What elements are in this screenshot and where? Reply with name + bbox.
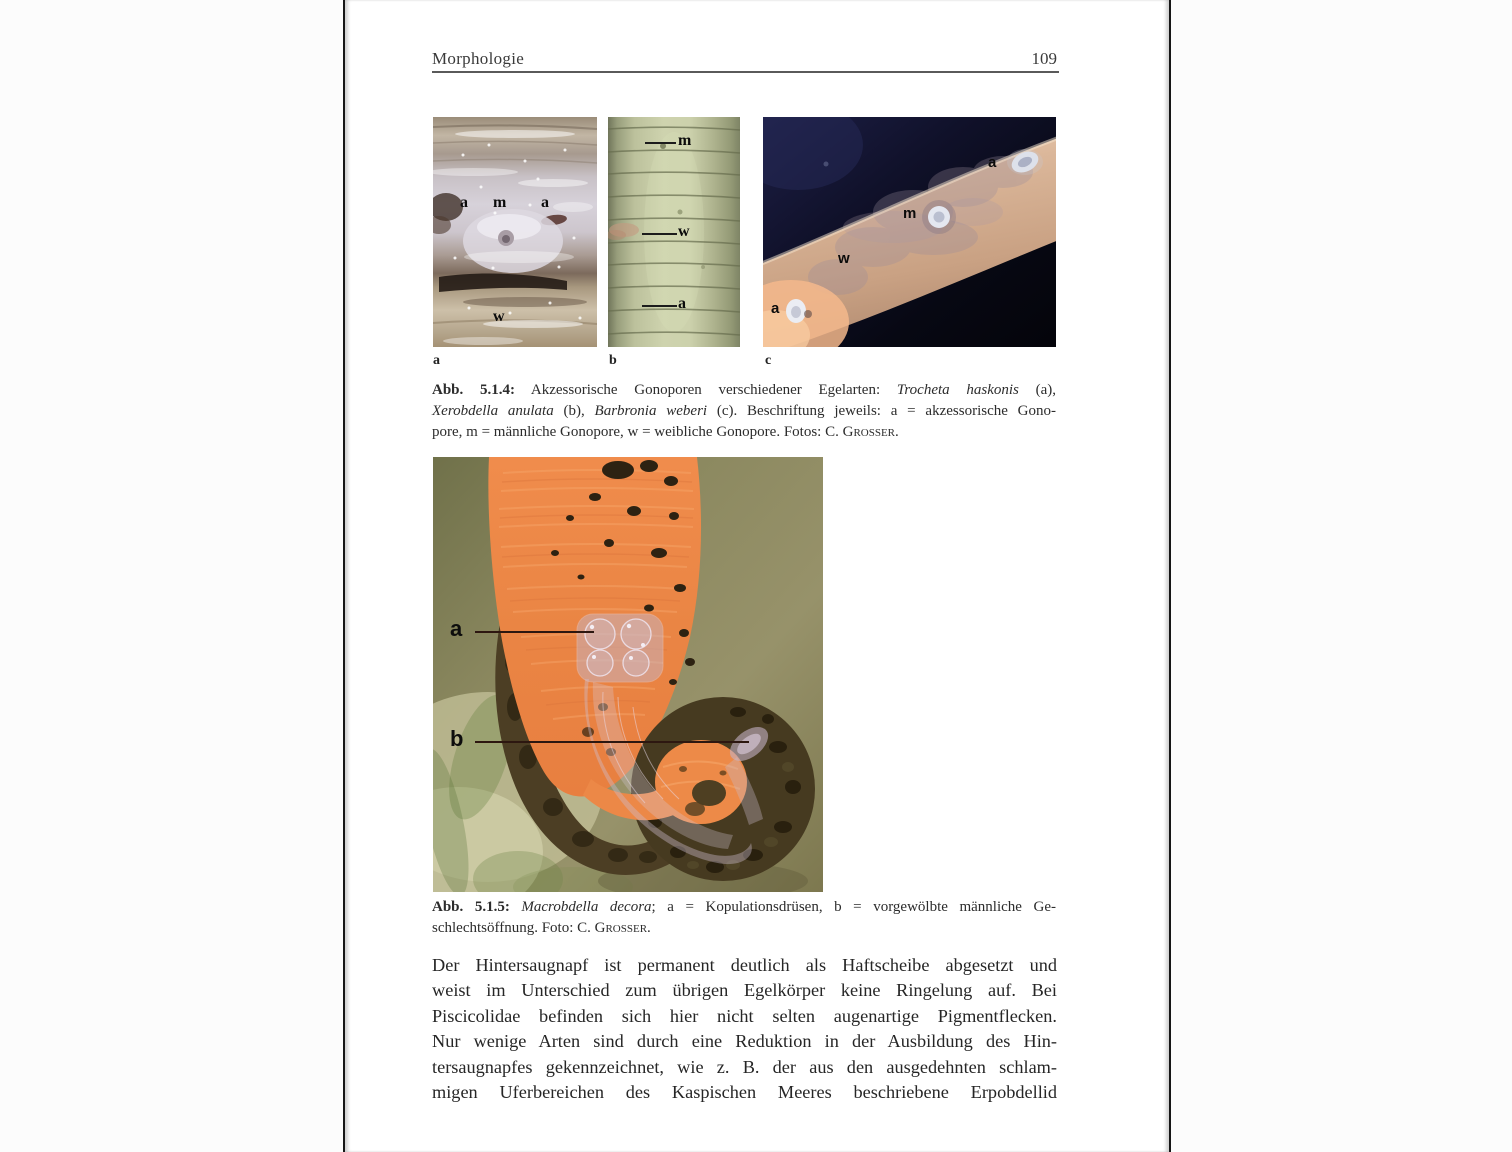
annotation-letter: a	[450, 616, 463, 641]
body-line: tersaugnapfes gekennzeichnet, wie z. B. der aus den ausgedehnten schlam-	[432, 1056, 1057, 1077]
macrobdella-artwork	[433, 457, 823, 892]
header-rule	[432, 71, 1059, 73]
panel-a-artwork	[433, 117, 597, 347]
panel-c-artwork	[763, 117, 1056, 347]
caption-line: Xerobdella anulata (b), Barbronia weberi (c). Beschriftung jeweils: a = akzessorische Gono-	[432, 403, 1056, 419]
male-gonopore-dot	[660, 143, 666, 149]
caption-line: Abb. 5.1.5: Macrobdella decora; a = Kopulationsdrüsen, b = vorgewölbte männliche Ge-	[432, 899, 1056, 915]
body-line: weist im Unterschied zum übrigen Egelkörper keine Ringelung auf. Bei	[432, 980, 1057, 1001]
figure-515-caption	[432, 897, 1056, 939]
body-line: Nur wenige Arten sind durch eine Reduktion in der Ausbildung des Hin-	[432, 1031, 1057, 1052]
book-page	[343, 0, 1171, 1152]
pointer-line-a	[642, 305, 677, 307]
annotation-letter: a	[771, 300, 780, 317]
pointer-line-m	[645, 142, 676, 144]
caption-line: Abb. 5.1.4: Akzessorische Gonoporen verschiedener Egelarten: Trocheta haskonis (a),	[432, 382, 1057, 398]
panel-label-a: a	[433, 353, 440, 368]
figure-515-photo	[433, 457, 823, 892]
page-number: 109	[1031, 49, 1057, 68]
pointer-line-b	[475, 741, 749, 743]
body-line: Piscicolidae befinden sich hier nicht selten augenartige Pigmentflecken.	[432, 1005, 1057, 1026]
figure-514-caption	[432, 380, 1056, 443]
caption-line: schlechtsöffnung. Foto: C. Grosser.	[432, 920, 651, 936]
figure-514-panel-c-photo	[763, 117, 1056, 347]
annotation-letter: w	[838, 250, 850, 267]
annotation-letter: a	[541, 194, 549, 211]
annotation-letter: a	[678, 295, 686, 312]
annotation-letter: b	[450, 726, 464, 751]
annotation-letter: m	[903, 205, 917, 222]
pointer-line-w	[642, 233, 677, 235]
panel-label-b: b	[609, 353, 617, 368]
annotation-letter: w	[493, 308, 505, 325]
body-line: migen Uferbereichen des Kaspischen Meeres beschriebene Erpobdellid	[432, 1082, 1057, 1103]
figure-514-panel-a-photo	[433, 117, 597, 347]
panel-b-artwork	[608, 117, 740, 347]
page-header-title: Morphologie	[432, 49, 525, 68]
pointer-line-a	[475, 631, 594, 633]
figure-514-panel-b-photo	[608, 117, 740, 347]
annotation-letter: m	[493, 194, 507, 211]
annotation-letter: m	[678, 132, 692, 149]
annotation-letter: w	[678, 223, 690, 240]
panel-label-c: c	[765, 353, 772, 368]
annotation-letter: a	[988, 154, 997, 171]
caption-line: pore, m = männliche Gonopore, w = weibliche Gonopore. Fotos: C. Grosser.	[432, 424, 899, 440]
body-paragraph	[432, 953, 1057, 1105]
body-line: Der Hintersaugnapf ist permanent deutlich als Haftscheibe abgesetzt und	[432, 955, 1057, 975]
annotation-letter: a	[460, 194, 468, 211]
